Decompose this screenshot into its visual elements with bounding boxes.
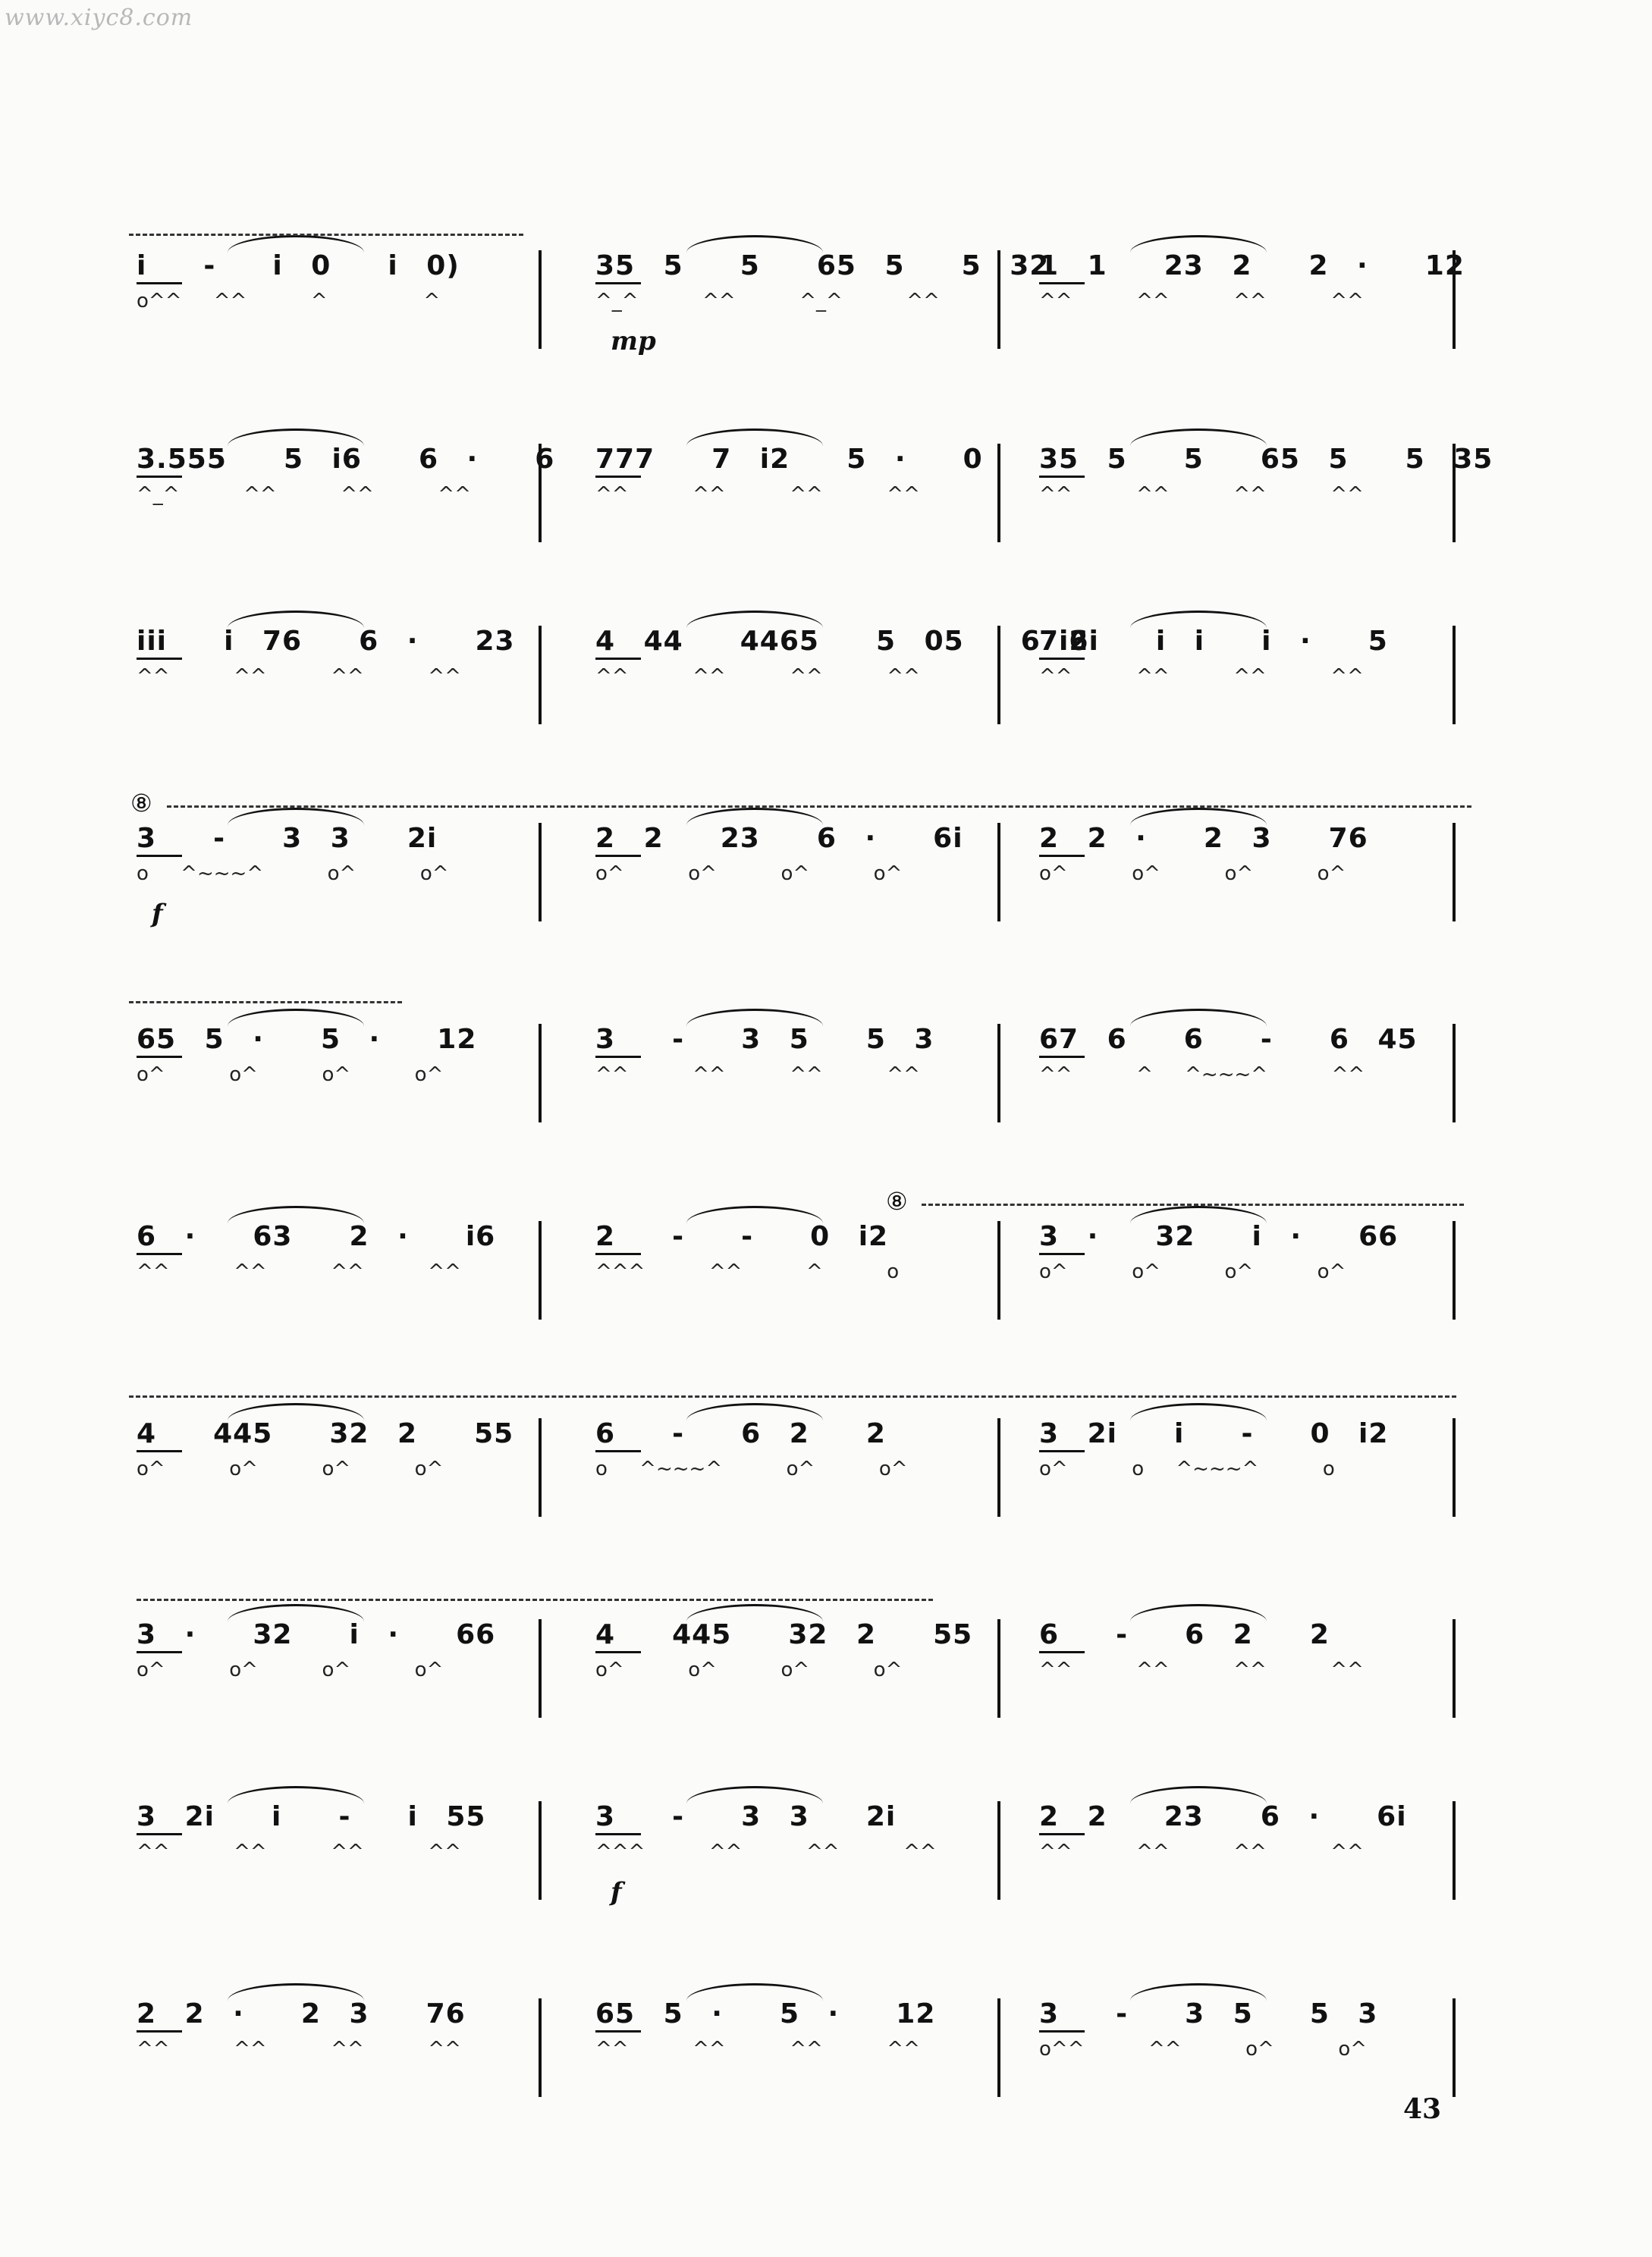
score-system xyxy=(129,1418,1479,1532)
bar-line xyxy=(539,1801,542,1900)
slur xyxy=(228,428,364,446)
rehearsal-dashed-line xyxy=(167,805,1471,808)
slur xyxy=(228,1009,364,1026)
bowing-marks: o^ o^ o^ o^ xyxy=(1039,1260,1346,1283)
beam-underline xyxy=(137,1651,182,1653)
phrase-dashed-line xyxy=(137,1599,933,1601)
phrase-dashed-line xyxy=(129,234,523,236)
note-line: 2 - - 0 i2 xyxy=(595,1221,889,1252)
phrase-dashed-line xyxy=(129,1395,1456,1398)
measure xyxy=(1039,1024,1434,1138)
measure xyxy=(595,1619,990,1733)
measure xyxy=(595,1418,990,1532)
bar-line xyxy=(997,1418,1000,1517)
bowing-marks: o ^~~~^ o^ o^ xyxy=(595,1458,908,1480)
slur xyxy=(686,808,823,825)
bowing-marks: ^^ ^^ ^^ ^^ xyxy=(1039,665,1364,688)
beam-underline xyxy=(1039,2030,1085,2033)
slur xyxy=(1130,1403,1267,1420)
slur xyxy=(1130,1604,1267,1621)
bowing-marks: ^^ ^^ ^^ ^^ xyxy=(1039,1659,1364,1681)
beam-underline xyxy=(137,855,182,857)
score-system xyxy=(129,444,1493,557)
bar-line xyxy=(1453,1619,1456,1718)
dynamic-marking: f xyxy=(611,1877,622,1907)
beam-underline xyxy=(595,1651,641,1653)
beam-underline xyxy=(137,1833,182,1835)
bowing-marks: ^^^ ^^ ^^ ^^ xyxy=(595,1841,937,1863)
dynamic-marking: f xyxy=(152,899,163,929)
slur xyxy=(686,235,823,253)
slur xyxy=(686,1403,823,1420)
slur xyxy=(686,1604,823,1621)
slur xyxy=(1130,808,1267,825)
bowing-marks: o^ o^ o^ o^ xyxy=(595,862,903,885)
slur xyxy=(1130,1983,1267,2001)
measure xyxy=(1039,1221,1434,1335)
beam-underline xyxy=(595,1450,641,1452)
bar-line xyxy=(1453,1024,1456,1122)
note-line: 67 6 6 - 6 45 xyxy=(1039,1024,1418,1055)
bar-line xyxy=(1453,1801,1456,1900)
slur xyxy=(228,1206,364,1223)
beam-underline xyxy=(595,658,641,660)
note-line: 777 7 i2 5 · 0 xyxy=(595,444,983,475)
beam-underline xyxy=(595,855,641,857)
measure xyxy=(1039,1998,1434,2112)
note-line: 6 - 6 2 2 xyxy=(1039,1619,1330,1650)
measure xyxy=(595,626,1089,739)
measure xyxy=(137,1619,531,1733)
measure xyxy=(137,1024,531,1138)
beam-underline xyxy=(1039,1833,1085,1835)
note-line: 6 · 63 2 · i6 xyxy=(137,1221,496,1252)
bar-line xyxy=(539,1619,542,1718)
bar-line xyxy=(1453,1418,1456,1517)
score-system xyxy=(129,626,1479,739)
bowing-marks: ^^ ^^ ^^ ^^ xyxy=(137,1260,461,1283)
measure xyxy=(137,1998,531,2112)
beam-underline xyxy=(595,2030,641,2033)
bowing-marks: ^_^ ^^ ^_^ ^^ xyxy=(595,290,940,312)
beam-underline xyxy=(595,476,641,478)
measure xyxy=(1039,1418,1434,1532)
bowing-marks: ^^ ^^ ^^ ^^ xyxy=(595,665,920,688)
bar-line xyxy=(539,1221,542,1320)
bowing-marks: ^^ ^^ ^^ ^^ xyxy=(595,1063,920,1086)
slur xyxy=(228,235,364,253)
bowing-marks: o^ o^ o^ o^ xyxy=(595,1659,903,1681)
beam-underline xyxy=(137,2030,182,2033)
beam-underline xyxy=(1039,1253,1085,1255)
note-line: 3 2i i - i 55 xyxy=(137,1801,486,1832)
measure xyxy=(137,1801,531,1915)
note-line: 2 2 23 6 · 6i xyxy=(595,823,963,854)
note-line: 6 - 6 2 2 xyxy=(595,1418,886,1449)
slur xyxy=(686,611,823,628)
beam-underline xyxy=(1039,1651,1085,1653)
score-system xyxy=(129,1998,1479,2112)
beam-underline xyxy=(595,1253,641,1255)
measure xyxy=(1039,1619,1434,1733)
note-line: 4 445 32 2 55 xyxy=(137,1418,514,1449)
slur xyxy=(686,1009,823,1026)
note-line: 3 - 3 3 2i xyxy=(595,1801,897,1832)
bar-line xyxy=(539,250,542,349)
bowing-marks: ^^ ^^ ^^ ^^ xyxy=(137,1841,461,1863)
note-line: 2 2 23 6 · 6i xyxy=(1039,1801,1407,1832)
note-line: 3 - 3 3 2i xyxy=(137,823,438,854)
note-line: 35 5 5 65 5 5 32 xyxy=(595,250,1050,281)
bar-line xyxy=(539,1024,542,1122)
measure xyxy=(595,444,990,557)
bowing-marks: ^^ ^^ ^^ ^^ xyxy=(1039,290,1364,312)
bowing-marks: ^^ ^ ^~~~^ ^^ xyxy=(1039,1063,1365,1086)
note-line: 2 2 · 2 3 76 xyxy=(137,1998,466,2029)
bowing-marks: ^^ ^^ ^^ ^^ xyxy=(1039,483,1364,506)
bowing-marks: ^^ ^^ ^^ ^^ xyxy=(595,483,920,506)
bar-line xyxy=(997,1024,1000,1122)
rehearsal-dashed-line xyxy=(922,1204,1464,1206)
note-line: 3 · 32 i · 66 xyxy=(137,1619,496,1650)
score-system xyxy=(129,1619,1479,1733)
bar-line xyxy=(539,626,542,724)
dynamic-marking: mp xyxy=(611,326,656,356)
beam-underline xyxy=(1039,1450,1085,1452)
measure xyxy=(595,1801,990,1915)
slur xyxy=(1130,1786,1267,1803)
slur xyxy=(228,1786,364,1803)
page-number: 43 xyxy=(1403,2093,1442,2125)
measure xyxy=(1039,626,1434,739)
slur xyxy=(686,428,823,446)
beam-underline xyxy=(595,1056,641,1058)
slur xyxy=(1130,611,1267,628)
bowing-marks: o^ o ^~~~^ o xyxy=(1039,1458,1335,1480)
note-line: 3 - 3 5 5 3 xyxy=(1039,1998,1378,2029)
score-system xyxy=(129,823,1479,937)
bowing-marks: o^^ ^^ ^ ^ xyxy=(137,290,441,312)
bowing-marks: o ^~~~^ o^ o^ xyxy=(137,862,449,885)
slur xyxy=(1130,428,1267,446)
note-line: 3.555 5 i6 6 · 6 xyxy=(137,444,555,475)
beam-underline xyxy=(1039,282,1085,284)
bowing-marks: ^_^ ^^ ^^ ^^ xyxy=(137,483,471,506)
score-system xyxy=(129,250,1479,364)
bar-line xyxy=(1453,1221,1456,1320)
bowing-marks: ^^ ^^ ^^ ^^ xyxy=(137,2038,461,2061)
bowing-marks: ^^^ ^^ ^ o xyxy=(595,1260,900,1283)
measure xyxy=(595,1221,990,1335)
bowing-marks: ^^ ^^ ^^ ^^ xyxy=(1039,1841,1364,1863)
beam-underline xyxy=(137,476,182,478)
measure xyxy=(137,1221,531,1335)
bar-line xyxy=(997,823,1000,921)
bar-line xyxy=(539,1418,542,1517)
watermark: www.xiyc8.com xyxy=(5,5,193,31)
slur xyxy=(686,1786,823,1803)
bar-line xyxy=(997,444,1000,542)
slur xyxy=(686,1983,823,2001)
measure xyxy=(595,250,1050,364)
note-line: i - i 0 i 0) xyxy=(137,250,460,281)
note-line: 1 1 23 2 2 · 12 xyxy=(1039,250,1465,281)
measure xyxy=(137,823,531,937)
bowing-marks: o^^ ^^ o^ o^ xyxy=(1039,2038,1368,2061)
measure xyxy=(1039,250,1465,364)
note-line: 3 - 3 5 5 3 xyxy=(595,1024,934,1055)
slur xyxy=(686,1206,823,1223)
phrase-dashed-line xyxy=(129,1001,402,1003)
note-line: 65 5 · 5 · 12 xyxy=(595,1998,936,2029)
beam-underline xyxy=(137,658,182,660)
note-line: 35 5 5 65 5 5 35 xyxy=(1039,444,1493,475)
measure xyxy=(595,823,990,937)
bar-line xyxy=(1453,626,1456,724)
measure xyxy=(595,1024,990,1138)
note-line: 4 44 4465 5 05 6 6 xyxy=(595,626,1089,657)
beam-underline xyxy=(1039,658,1085,660)
score-system xyxy=(129,1801,1479,1915)
bowing-marks: o^ o^ o^ o^ xyxy=(137,1458,444,1480)
bar-line xyxy=(1453,823,1456,921)
beam-underline xyxy=(595,282,641,284)
beam-underline xyxy=(1039,1056,1085,1058)
note-line: 2 2 · 2 3 76 xyxy=(1039,823,1368,854)
score-system xyxy=(129,1221,1479,1335)
slur xyxy=(1130,235,1267,253)
measure xyxy=(137,250,531,364)
measure xyxy=(137,444,555,557)
note-line: 7i2i i i i · 5 xyxy=(1039,626,1388,657)
note-line: 4 445 32 2 55 xyxy=(595,1619,973,1650)
note-line: 3 2i i - 0 i2 xyxy=(1039,1418,1389,1449)
slur xyxy=(1130,1009,1267,1026)
slur xyxy=(228,611,364,628)
measure xyxy=(1039,1801,1434,1915)
note-line: 3 · 32 i · 66 xyxy=(1039,1221,1399,1252)
slur xyxy=(228,1604,364,1621)
bar-line xyxy=(997,1619,1000,1718)
beam-underline xyxy=(137,282,182,284)
slur xyxy=(1130,1206,1267,1223)
score-system xyxy=(129,1024,1479,1138)
bowing-marks: ^^ ^^ ^^ ^^ xyxy=(595,2038,920,2061)
beam-underline xyxy=(1039,855,1085,857)
measure xyxy=(137,626,531,739)
bowing-marks: o^ o^ o^ o^ xyxy=(137,1659,444,1681)
rehearsal-mark: ⑧ xyxy=(886,1187,908,1216)
bar-line xyxy=(997,1221,1000,1320)
beam-underline xyxy=(137,1450,182,1452)
beam-underline xyxy=(1039,476,1085,478)
beam-underline xyxy=(137,1056,182,1058)
bar-line xyxy=(997,1998,1000,2097)
slur xyxy=(228,1403,364,1420)
rehearsal-mark: ⑧ xyxy=(130,789,152,818)
measure xyxy=(1039,444,1493,557)
measure xyxy=(137,1418,531,1532)
bowing-marks: o^ o^ o^ o^ xyxy=(137,1063,444,1086)
bowing-marks: o^ o^ o^ o^ xyxy=(1039,862,1346,885)
measure xyxy=(595,1998,990,2112)
bar-line xyxy=(539,823,542,921)
note-line: 65 5 · 5 · 12 xyxy=(137,1024,477,1055)
beam-underline xyxy=(595,1833,641,1835)
measure xyxy=(1039,823,1434,937)
note-line: iii i 76 6 · 23 xyxy=(137,626,515,657)
slur xyxy=(228,1983,364,2001)
bowing-marks: ^^ ^^ ^^ ^^ xyxy=(137,665,461,688)
bar-line xyxy=(539,1998,542,2097)
beam-underline xyxy=(137,1253,182,1255)
slur xyxy=(228,808,364,825)
bar-line xyxy=(997,1801,1000,1900)
bar-line xyxy=(1453,1998,1456,2097)
